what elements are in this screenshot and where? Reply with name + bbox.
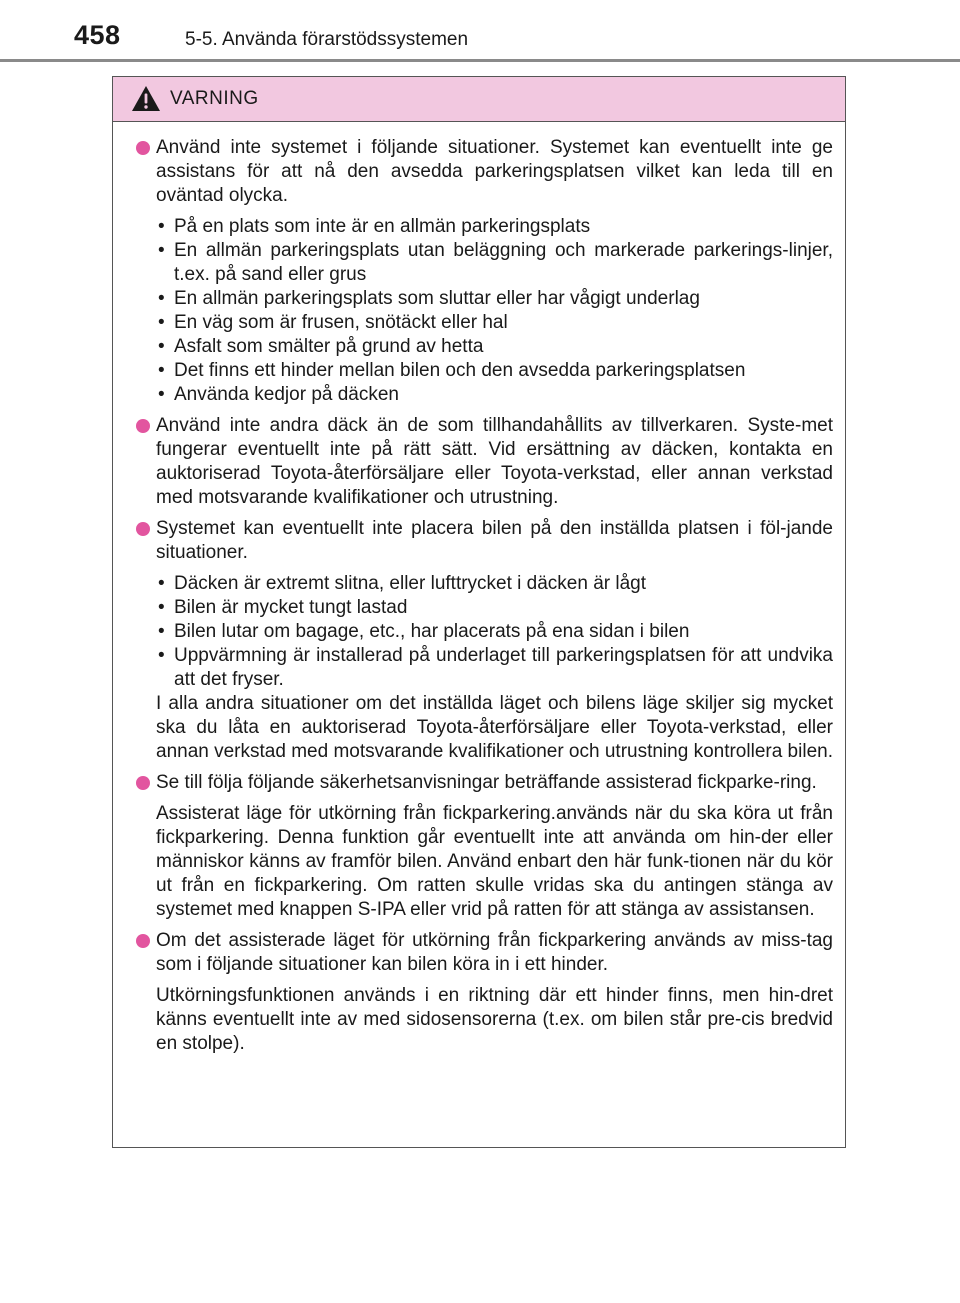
- list-item: • Asfalt som smälter på grund av hetta: [156, 335, 833, 359]
- list-item: • En allmän parkeringsplats som sluttar eller har vågigt underlag: [156, 287, 833, 311]
- page-header: [0, 0, 960, 62]
- list-item: • En allmän parkeringsplats utan beläggning och markerade parkerings-linjer, t.ex. på sand eller grus: [156, 239, 833, 287]
- warning-bullet: [124, 136, 833, 208]
- bullet-dot-icon: [136, 419, 150, 433]
- bullet-text: Om det assisterade läget för utkörning från fickparkering används av miss-tag som i följande situationer kan bilen köra in i ett hinder.: [156, 930, 833, 975]
- list-item: • Bilen lutar om bagage, etc., har placerats på ena sidan i bilen: [156, 620, 833, 644]
- warning-label: VARNING: [170, 88, 259, 109]
- warning-body: [113, 122, 845, 1056]
- bullet-text: Använd inte systemet i följande situationer. Systemet kan eventuellt inte ge assistans för att nå den avsedda parkeringsplatsen vilket kan leda till en oväntad olycka.: [156, 137, 833, 206]
- list-item: • Bilen är mycket tungt lastad: [156, 596, 833, 620]
- bullet-note: Utkörningsfunktionen används i en riktning där ett hinder finns, men hin-dret känns eventuellt inte av med sidosensorerna (t.ex. om bilen står pre-cis bredvid en stolpe).: [156, 985, 833, 1054]
- bullet-dot-icon: [136, 522, 150, 536]
- list-item: • Uppvärmning är installerad på underlaget till parkeringsplatsen för att undvika att det fryser.: [156, 644, 833, 692]
- list-item: • Däcken är extremt slitna, eller lufttrycket i däcken är lågt: [156, 572, 833, 596]
- warning-bullet: [124, 414, 833, 510]
- bullet-text: Systemet kan eventuellt inte placera bilen på den inställda platsen i föl-jande situationer.: [156, 518, 833, 563]
- page-number: 458: [74, 20, 121, 50]
- list-item: • Använda kedjor på däcken: [156, 383, 833, 407]
- bullet-note: I alla andra situationer om det inställda läget och bilens läge skiljer sig mycket ska du låta en auktoriserad Toyota-återförsäljare eller Toyota-verkstad, eller annan verkstad med motsvarande kvalifikationer och utrustning kontrollera bilen.: [156, 693, 833, 762]
- warning-bullet: [124, 517, 833, 565]
- warning-bullet: [124, 929, 833, 977]
- bullet-dot-icon: [136, 934, 150, 948]
- warning-bullet: [124, 771, 833, 795]
- list-item: • En väg som är frusen, snötäckt eller hal: [156, 311, 833, 335]
- list-item: • Det finns ett hinder mellan bilen och den avsedda parkeringsplatsen: [156, 359, 833, 383]
- list-item: • På en plats som inte är en allmän parkeringsplats: [156, 215, 833, 239]
- condition-list: [124, 215, 833, 407]
- section-title: 5-5. Använda förarstödssystemen: [185, 29, 469, 50]
- bullet-text: Se till följa följande säkerhetsanvisningar beträffande assisterad fickparke-ring.: [156, 772, 817, 793]
- warning-box: [112, 76, 846, 1148]
- bullet-dot-icon: [136, 776, 150, 790]
- warning-triangle-icon: [131, 85, 161, 112]
- bullet-text: Använd inte andra däck än de som tillhandahållits av tillverkaren. Syste-met fungerar eventuellt inte på rätt sätt. Vid ersättning av däcken, kontakta en auktoriserad Toyota-återförsäljare eller Toyota-verkstad, eller annan verkstad med motsvarande kvalifikationer och utrustning.: [156, 415, 833, 508]
- bullet-note: Assisterat läge för utkörning från fickparkering.används när du ska köra ut från fickparkering. Denna funktion går eventuellt inte att använda om hin-der eller människor känns av framför bilen. Använd enbart den här funk-tionen när du kör ut från en fickparkering. Om ratten skulle vridas ska du antingen stänga av systemet med knappen S-IPA eller vrid på ratten för att stänga av assistansen.: [156, 803, 833, 920]
- condition-list: [124, 572, 833, 692]
- header-divider: [0, 59, 960, 62]
- bullet-dot-icon: [136, 141, 150, 155]
- warning-header: [113, 77, 845, 122]
